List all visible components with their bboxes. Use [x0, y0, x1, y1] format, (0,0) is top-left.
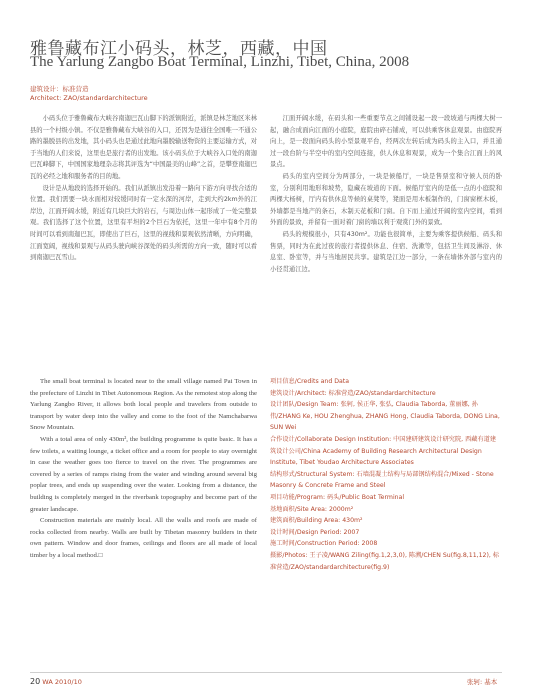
credit-item: 项目功能/Program: 码头/Public Boat Terminal [270, 493, 405, 501]
credit-item: 建筑面积/Building Area: 430m² [270, 517, 363, 525]
page-title-zh: 雅鲁藏布江小码头，林芝，西藏，中国 [30, 39, 328, 59]
page-title-en: The Yarlung Zangbo Boat Terminal, Linzhi, Tibet, China, 2008 [30, 54, 410, 70]
footer-divider [30, 672, 502, 673]
page-number: 20 [30, 677, 41, 686]
chinese-paragraph: 小码头位于雅鲁藏布大峡谷南迦巴瓦山脚下的派镇附近，派镇是林芝地区米林县的一个村级小镇。不仅是雅鲁藏布大峡谷的入口，还因为是通往全国唯一不通公路的墨脱县的出发地，其小码头也是通过此地向墨脱输送物资的主要运输方式，对于当地的人们来说，这里也是旅行者的出发地。该小码头位于大峡谷入口处的南迦巴瓦峰脚下，中国国家地理杂志将其评选为“中国最美的山峰”之首，是攀登南迦巴瓦的必经之地和服务者的目的地。 [30, 115, 257, 180]
credit-item: 设计团队/Design Team: 张轲, 侯正华, 张弘, Claudia Taborda, 董丽娜, 孙伟/ZHANG Ke, HOU Zhenghua, ZHANG Hong, Claudia Taborda, DONG Lina, SUN Wei [270, 401, 500, 432]
credit-item: 建筑设计/Architect: 标准营造/ZAO/standardarchitecture [270, 389, 436, 397]
chinese-paragraph: 设计是从地段的选择开始的。我们从派镇出发沿着一路向下游方向寻找合适的位置。我们需要一块水面相对较缓同时有一定水深的河岸，走到大约2km外的江岸边，江面开阔水缓，附近有几块巨大的岩石，与周边山体一起形成了一处完整景观。我们选择了这个位置，这里有平坦的2个巨石为依托，这里一年中有8个月的时间可以看到南迦巴瓦，即使出了巨石，这里的视线和景观依然清晰，方向明确，江面宽阔，视线和景观与从码头驶向峡谷深处的码头所需的方向一致，随时可以看到南迦巴瓦雪山。 [30, 184, 257, 262]
credit-item: 结构形式/Structural System: 石墙混凝土结构与局部钢结构混合/Mixed - Stone Masonry & Concrete Frame and Steel [270, 470, 494, 490]
footer-folio [30, 677, 82, 686]
credits-heading: 项目信息/Credits and Data [270, 378, 350, 385]
footer-section: 张轲: 基本 [467, 678, 498, 686]
chinese-paragraph: 江面开阔水缓，在码头和一些重要节点之间铺设起一段一段坡道与两棵大树一起，融合成面向江面的小庭院，庭院由碎石铺成，可以供乘客休息观景。由庭院再向上，是一段面向码头的小型景观平台，经两次左转后成为码头的主入口，并且通过一段台阶与半空中的室内空间连接，供人休息和观景，成为一个集合江面上的风景点。 [270, 115, 502, 169]
chinese-body-left-column [30, 113, 257, 264]
credit-item: 摄影/Photos: 王子凌/WANG Ziling(fig.1,2,3,0), 陈溯/CHEN Su(fig.8,11,12), 标准营造/ZAO/standardarchitecture(fig.9) [270, 551, 500, 571]
architect-credit-en: Architect: ZAO/standardarchitecture [30, 94, 148, 102]
chinese-paragraph: 码头的规模很小，只有430m²。功能也很简单，主要为乘客提供候船、码头和售票，同时为在此过夜的旅行者提供休息、住宿、洗漱等，包括卫生间及淋浴、休息室、卧室等，并与当地居民共享。建筑是江边一部分，一条在墙体外部与室内的小径贯通江边。 [270, 230, 502, 273]
chinese-paragraph: 码头的室内空间分为两部分，一块是候船厅，一块是售票室和守候人员的卧室，分别利用地形和坡势，隐藏在坡道的下面。候船厅室内的是低一点的小庭院和两棵大杨树，厅内有供休息等候的桌凳等，凳面是用木板制作的，门窗窗框木板，外墙都是当地产的条石，木制天花板和门窗。自下而上通过开阔的室内空间，看到外面的景致，并留有一面对着门窗的墙以利于观赏门外的景致。 [270, 172, 502, 227]
english-paragraph: With a total area of only 430m², the building programme is quite basic. It has a few toilets, a waiting lounge, a ticket office and a room for people to stay overnight in case the weather goes too fierce to travel on the river. The programmes are covered by a series of ramps rising from the water and winding around several big poplar trees, and ends up suspending over the water. Looking from a distance, the building is completely merged in the riverbank topography and become part of the greater landscape. [30, 435, 257, 513]
chinese-body-right-column [270, 113, 502, 275]
credit-item: 合作设计/Collaborate Design Institution: 中国建研建筑设计研究院, 西藏有道建筑设计公司/China Academy of Building Research Architectural Design Institute, Tibet Youdao Architecture Associates [270, 435, 497, 467]
magazine-issue: WA 2010/10 [42, 678, 82, 686]
credit-item: 基地面积/Site Area: 2000m² [270, 505, 354, 513]
credit-item: 施工时间/Construction Period: 2008 [270, 540, 378, 548]
architect-credit-zh: 建筑设计：标准营造 [30, 85, 89, 93]
english-body-column [30, 376, 257, 562]
credit-item: 设计时间/Design Period: 2007 [270, 528, 360, 536]
project-credits [270, 376, 502, 573]
english-paragraph: Construction materials are mainly local. All the walls and roofs are made of rocks collected from nearby. Walls are built by Tibetan masonry builders in their own pattern. Window and door frames, ceilings and floors are all made of local timber by a local method.□ [30, 517, 257, 559]
english-paragraph: The small boat terminal is located near to the small village named Pai Town in the prefecture of Linzhi in Tibet Autonomous Region. As the remotest stop along the Yarlung Zangbo River, it allows both local people and travelers from outside to transport by water deep into the valley and come to the foot of the Namchabarwa Snow Mountain. [30, 378, 257, 432]
